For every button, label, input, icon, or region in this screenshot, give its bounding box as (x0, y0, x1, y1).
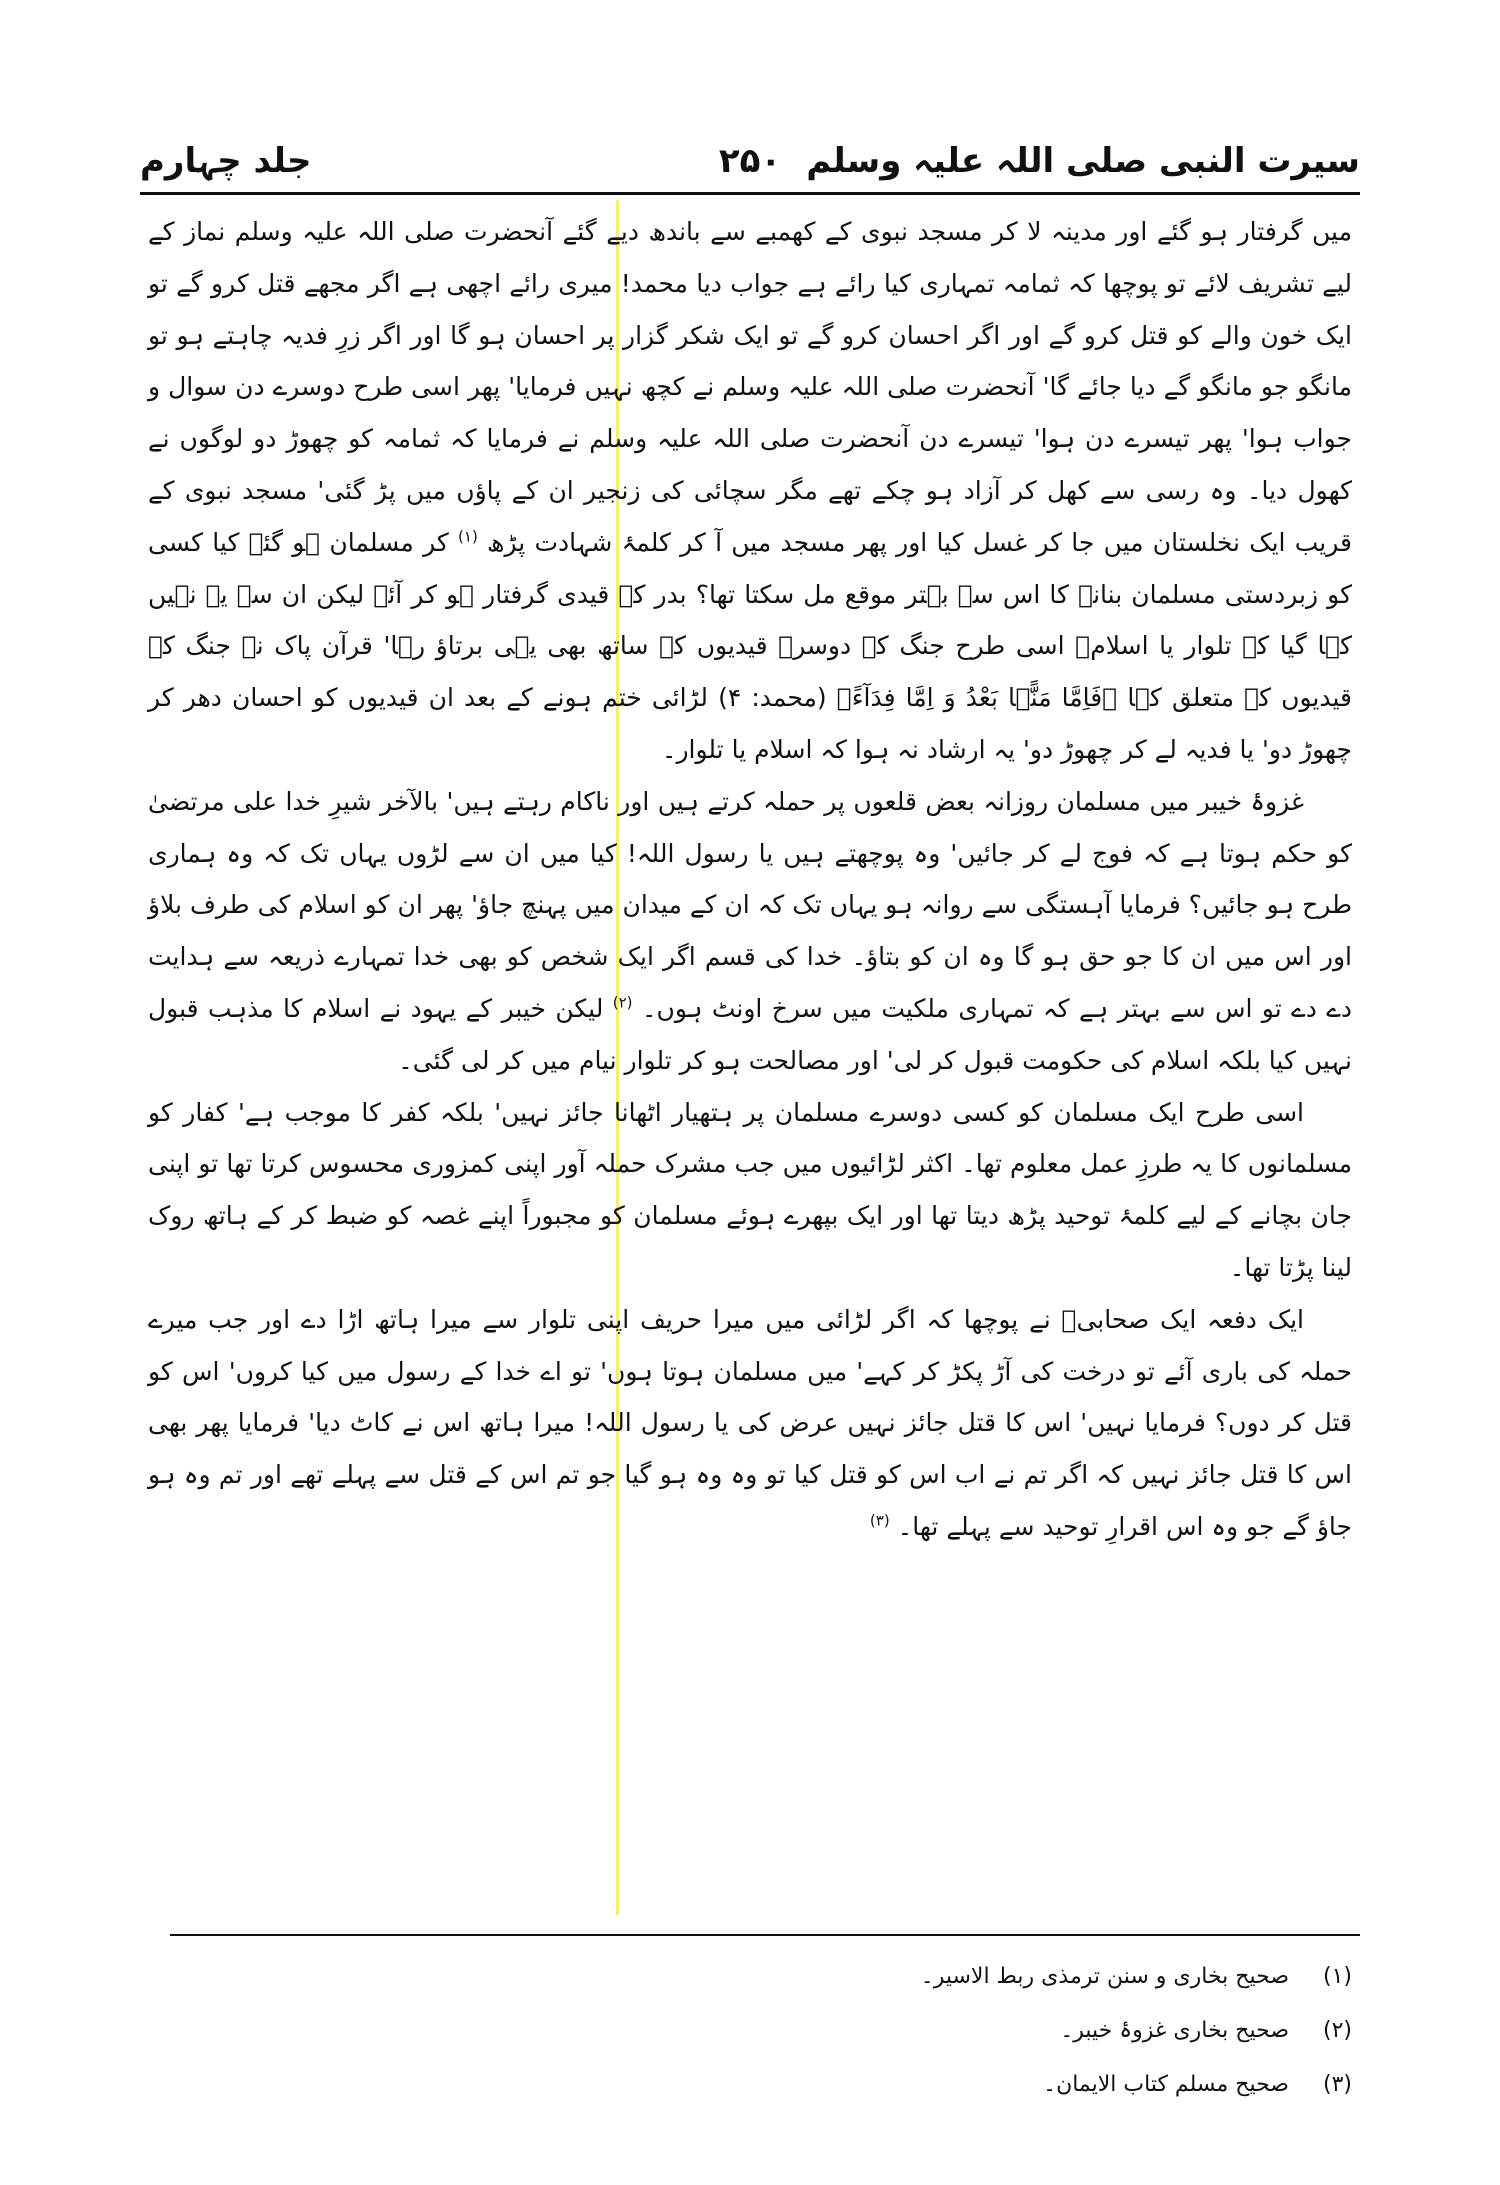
footnote-number: (۲) (1322, 2018, 1352, 2043)
paragraph-text: اسی طرح ایک مسلمان کو کسی دوسرے مسلمان پر ہتھیار اٹھانا جائز نہیں' بلکہ کفر کا موجب ہے' کفار کو مسلمانوں کا یہ طرزِ عمل معلوم تھا۔ اکثر لڑائیوں میں جب مشرک حملہ آور اپنی کمزوری محسوس کرتا تھا تو اپنی جان بچانے کے لیے کلمۂ توحید پڑھ دیتا تھا اور ایک بپھرے ہوئے مسلمان کو مجبوراً اپنے غصہ کو ضبط کر کے ہاتھ روک لینا پڑتا تھا۔ (148, 1097, 1352, 1282)
footnote-ref: (۲) (612, 993, 633, 1012)
footnote-item (600, 1950, 1352, 2004)
paragraph-sahabi-question (148, 1294, 1352, 1553)
volume-label: جلد چہارم (140, 141, 312, 181)
paragraph-khaybar (148, 776, 1352, 1087)
page-header (140, 136, 1360, 200)
paragraph-text: ایک دفعہ ایک صحابیؓ نے پوچھا کہ اگر لڑائی میں میرا حریف اپنی تلوار سے میرا ہاتھ اڑا دے اور جب میرے حملہ کی باری آئے تو درخت کی آڑ پکڑ کر کہے' میں مسلمان ہوتا ہوں' تو اے خدا کے رسول میں کیا کروں' اس کو قتل کر دوں؟ فرمایا نہیں' اس کا قتل جائز نہیں عرض کی یا رسول اللہ! میرا ہاتھ اس نے کاٹ دیا' فرمایا پھر بھی اس کا قتل جائز نہیں کہ اگر تم نے اب اس کو قتل کیا تو وہ وہ ہو گیا جو تم اس کے قتل سے پہلے تھے اور تم وہ ہو جاؤ گے جو وہ اس اقرارِ توحید سے پہلے تھا۔ (148, 1304, 1352, 1541)
footnote-ref: (۳) (869, 1511, 890, 1530)
footnote-text: صحیح بخاری و سنن ترمذی ربط الاسیر۔ (920, 1964, 1289, 1989)
paragraph-text: کر مسلمان ہو گئے کیا کسی کو زبردستی مسلمان بنانے کا اس سے بہتر موقع مل سکتا تھا؟ بدر کے قیدی گرفتار ہو کر آئے لیکن ان سے یہ نہیں کہا گیا کہ تلوار یا اسلام۔ اسی طرح جنگ کے دوسرے قیدیوں کے ساتھ بھی یہی برتاؤ رہا' قرآن پاک نے جنگ کے قیدیوں کے متعلق کہا ﴿فَاِمَّا مَنًّۢا بَعْدُ وَ اِمَّا فِدَآءً﴾ (محمد: ۴) لڑائی ختم ہونے کے بعد ان قیدیوں کو احسان دھر کر چھوڑ دو' یا فدیہ لے کر چھوڑ دو' یہ ارشاد نہ ہوا کہ اسلام یا تلوار۔ (148, 527, 1353, 764)
footnote-text: صحیح بخاری غزوۂ خیبر۔ (1060, 2018, 1289, 2043)
footnote-item (600, 2004, 1352, 2058)
footnote-rule (170, 1934, 1360, 1936)
body-text (148, 206, 1352, 1553)
footnote-number: (۳) (1322, 2072, 1352, 2097)
paragraph-text: لیکن خیبر کے یہود نے اسلام کا مذہب قبول نہیں کیا بلکہ اسلام کی حکومت قبول کر لی' اور مصالحت ہو کر تلوار نیام میں کر لی گئی۔ (148, 993, 1352, 1075)
paragraph-kalima (148, 1087, 1352, 1294)
footnote-number: (۱) (1322, 1964, 1352, 1989)
paragraph-thumama (148, 206, 1352, 776)
paragraph-text: غزوۂ خیبر میں مسلمان روزانہ بعض قلعوں پر حملہ کرتے ہیں اور ناکام رہتے ہیں' بالآخر شیرِ خدا علی مرتضیٰ کو حکم ہوتا ہے کہ فوج لے کر جائیں' وہ پوچھتے ہیں یا رسول اللہ! کیا میں ان سے لڑوں یہاں تک کہ وہ ہماری طرح ہو جائیں؟ فرمایا آہستگی سے روانہ ہو یہاں تک کہ ان کے میدان میں پہنچ جاؤ' پھر ان کو اسلام کی طرف بلاؤ اور اس میں ان کا جو حق ہو گا وہ ان کو بتاؤ۔ خدا کی قسم اگر ایک شخص کو بھی خدا تمہارے ذریعہ سے ہدایت دے دے تو اس سے بہتر ہے کہ تمہاری ملکیت میں سرخ اونٹ ہوں۔ (148, 786, 1353, 1023)
footnote-text: صحیح مسلم کتاب الایمان۔ (1043, 2072, 1289, 2097)
page-number: ۲۵۰ (718, 141, 782, 181)
footnotes (600, 1950, 1352, 2112)
paragraph-text: میں گرفتار ہو گئے اور مدینہ لا کر مسجد نبوی کے کھمبے سے باندھ دیے گئے آنحضرت صلی اللہ علیہ وسلم نماز کے لیے تشریف لائے تو پوچھا کہ ثمامہ تمہاری کیا رائے ہے جواب دیا محمد! میری رائے اچھی ہے اگر مجھے قتل کرو گے تو ایک خون والے کو قتل کرو گے اور اگر احسان کرو گے تو ایک شکر گزار پر احسان ہو گا اور اگر زرِ فدیہ چاہتے ہو تو مانگو جو مانگو گے دیا جائے گا' آنحضرت صلی اللہ علیہ وسلم نے کچھ نہیں فرمایا' پھر اسی طرح دوسرے دن سوال و جواب ہوا' پھر تیسرے دن ہوا' تیسرے دن آنحضرت صلی اللہ علیہ وسلم نے فرمایا کہ ثمامہ کو چھوڑ دو لوگوں نے کھول دیا۔ وہ رسی سے کھل کر آزاد ہو چکے تھے مگر سچائی کی زنجیر ان کے پاؤں میں پڑ گئی' مسجد نبوی کے قریب ایک نخلستان میں جا کر غسل کیا اور پھر مسجد میں آ کر کلمۂ شہادت پڑھ (148, 217, 1352, 557)
header-rule (140, 192, 1360, 195)
footnote-item (600, 2058, 1352, 2112)
book-title: سیرت النبی صلی اللہ علیہ وسلم (806, 141, 1360, 181)
footnote-ref: (۱) (458, 527, 478, 546)
